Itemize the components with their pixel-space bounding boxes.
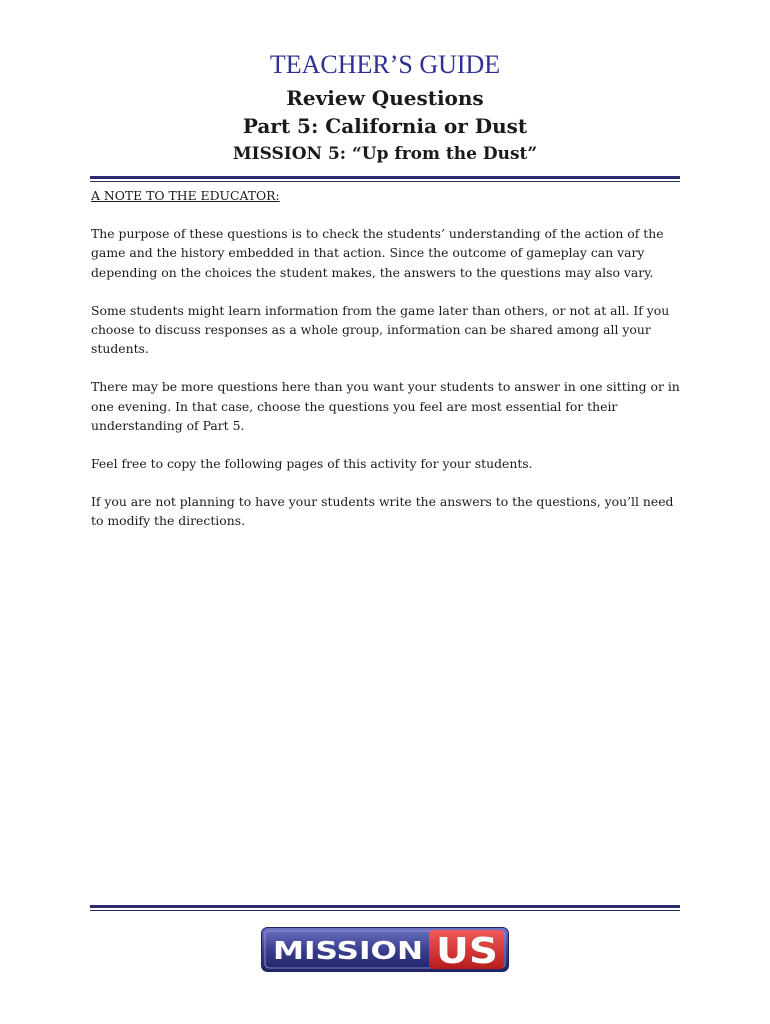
- note-paragraph-2: Some students might learn information from the game later than others, or not at all. If you choose to discuss responses as a whole group, information can be shared among all your students.: [91, 302, 670, 357]
- note-paragraph-5: If you are not planning to have your students write the answers to the questions, you’ll need to modify the directions.: [91, 494, 674, 529]
- note-section: [91, 186, 683, 550]
- bottom-divider: [90, 905, 680, 911]
- note-paragraph-3: There may be more questions here than you want your students to answer in one sitting or in one evening. In that case, choose the questions you feel are most essential for their understanding of Part 5.: [91, 379, 680, 433]
- page-header: [0, 48, 770, 167]
- logo-text-us: US: [436, 931, 498, 972]
- page-title: TEACHER’S GUIDE: [269, 50, 501, 79]
- note-paragraph-1: The purpose of these questions is to check the students’ understanding of the action of the game and the history embedded in that action. Since the outcome of gameplay can vary depending on the choices the student makes, the answers to the questions may also vary.: [91, 226, 664, 280]
- note-paragraph-4: Feel free to copy the following pages of this activity for your students.: [91, 456, 533, 472]
- mission-heading: MISSION 5: “Up from the Dust”: [232, 144, 538, 164]
- mission-us-logo: [261, 927, 509, 972]
- logo-text-mission: MISSION: [273, 936, 423, 965]
- review-questions-heading: Review Questions: [286, 86, 484, 110]
- part-heading: Part 5: California or Dust: [242, 114, 528, 138]
- top-divider: [90, 176, 680, 182]
- note-heading: A NOTE TO THE EDUCATOR:: [91, 188, 280, 203]
